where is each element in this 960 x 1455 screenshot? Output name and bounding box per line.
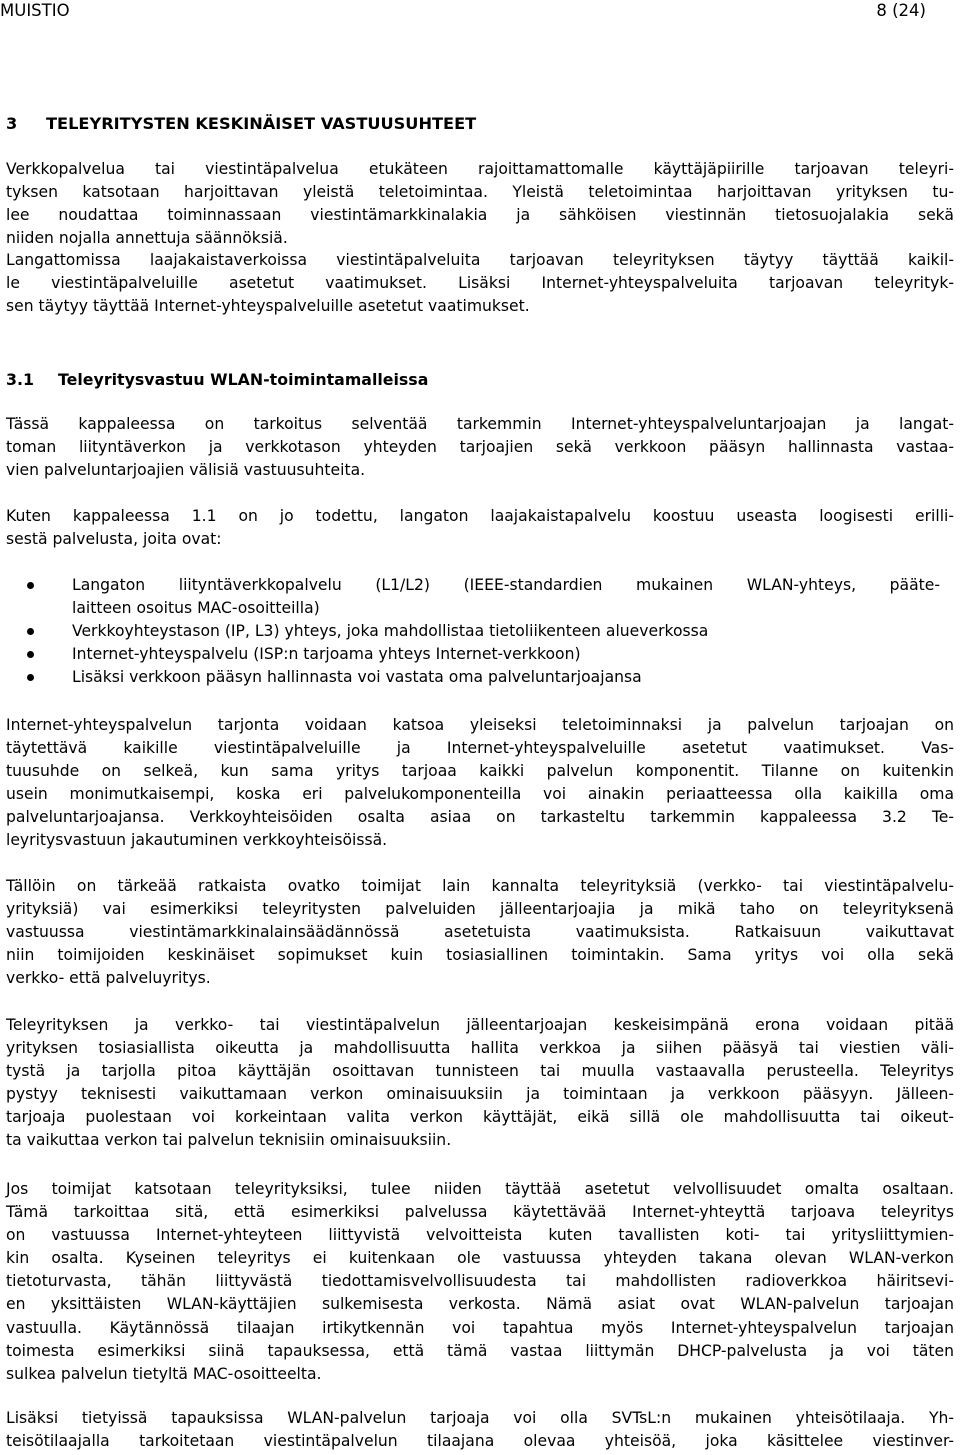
paragraph: [6, 505, 954, 551]
list-item: [6, 643, 954, 666]
section-heading: [6, 112, 954, 135]
paragraph: [6, 158, 954, 250]
text-line: palveluntarjoajansa. Verkkoyhteisöiden osalta asiaa on tarkasteltu tarkemmin kappaleessa 3.2 Te-: [6, 808, 954, 827]
text-line: teisötilaajalla tarkoitetaan viestintäpalvelun tilaajana olevaa yhteisöä, joka käsittelee viestinver-: [6, 1432, 954, 1451]
text-line: leyritysvastuun jakautuminen verkkoyhteisöissä.: [6, 831, 388, 850]
document-type: MUISTIO: [0, 1, 70, 20]
text-line: tarjoaja puolestaan voi korkeintaan valita verkon käyttäjät, eikä sillä ole mahdollisuutta tai oikeut-: [6, 1108, 954, 1127]
text-line: tyksen katsotaan harjoittavan yleistä teletoimintaa. Yleistä teletoimintaa harjoittavan yrityksen tu-: [6, 183, 954, 202]
text-line: toman liityntäverkon ja verkkotason yhteyden tarjoajien sekä verkkoon pääsyn hallinnasta vastaa-: [6, 438, 954, 457]
text-line: lee noudattaa toiminnassaan viestintämarkkinalakia ja sähköisen viestinnän tietosuojalakia sekä: [6, 206, 954, 225]
text-line: Lisäksi verkkoon pääsyn hallinnasta voi vastata oma palveluntarjoajansa: [72, 668, 642, 687]
text-line: vastuulla. Käytännössä tilaajan irtikytkennän voi tapahtua myös Internet-yhteyspalvelun tarjoajan: [6, 1318, 954, 1337]
page-header: [0, 0, 960, 22]
text-line: ta vaikuttaa verkon tai palvelun teknisiin ominaisuuksiin.: [6, 1131, 452, 1150]
text-line: kin osalta. Kyseinen teleyritys ei kuitenkaan ole vastuussa yhteyden takana olevan WLAN-verkon: [6, 1249, 954, 1268]
section-number: 3: [6, 114, 18, 133]
text-line: tystä ja tarjolla pitoa käyttäjän osoittavan tunnisteen tai muulla vastaavalla perusteella. Teleyritys: [6, 1062, 954, 1081]
bullet-icon: [27, 628, 34, 635]
text-line: Lisäksi tietyissä tapauksissa WLAN-palvelun tarjoaja voi olla SVTsL:n mukainen yhteisötilaaja. Yh-: [6, 1409, 954, 1427]
paragraph: [6, 1407, 954, 1453]
text-line: sen täytyy täyttää Internet-yhteyspalveluille asetetut vaatimukset.: [6, 297, 530, 316]
text-line: Internet-yhteyspalvelun tarjonta voidaan katsoa yleiseksi teletoiminnaksi ja palvelun tarjoajan on: [6, 716, 954, 734]
subsection-number: 3.1: [6, 370, 34, 389]
text-line: pystyy teknisesti vaikuttamaan verkon ominaisuuksiin ja toimintaan ja verkkoon pääsyyn. Jälleen-: [6, 1085, 954, 1104]
page-number: 8 (24): [876, 1, 926, 20]
paragraph: [6, 413, 954, 482]
list-item: [6, 574, 954, 620]
section-title: TELEYRITYSTEN KESKINÄISET VASTUUSUHTEET: [46, 114, 477, 133]
text-line: laitteen osoitus MAC-osoitteilla): [72, 599, 320, 618]
text-line: sulkea palvelun tietyltä MAC-osoitteelta.: [6, 1364, 322, 1383]
list-item: [6, 620, 954, 643]
text-line: täytettävä kaikille viestintäpalveluille ja Internet-yhteyspalveluille asetetut vaatimukset. Vas-: [6, 739, 954, 758]
text-line: toimesta esimerkiksi siinä tapauksessa, että tämä vastaa liittymän DHCP-palvelusta ja voi täten: [6, 1341, 954, 1360]
text-line: tuusuhde on selkeä, kun sama yritys tarjoaa kaikki palvelun komponentit. Tilanne on kuitenkin: [6, 762, 954, 781]
text-line: Verkkopalvelua tai viestintäpalvelua etukäteen rajoittamattomalle käyttäjäpiirille tarjoavan teleyri-: [6, 160, 954, 178]
list-item: [6, 666, 954, 689]
text-line: sestä palvelusta, joita ovat:: [6, 530, 222, 549]
text-line: Tällöin on tärkeää ratkaista ovatko toimijat lain kannalta teleyrityksiä (verkko- tai viestintäpalvelu-: [6, 877, 954, 895]
text-line: Tämä tarkoittaa sitä, että esimerkiksi palvelussa käytettävää Internet-yhteyttä tarjoava teleyritys: [6, 1203, 954, 1222]
text-line: Teleyrityksen ja verkko- tai viestintäpalvelun jälleentarjoajan keskeisimpänä erona voidaan pitää: [6, 1016, 954, 1034]
text-line: on vastuussa Internet-yhteyteen liittyvistä velvoitteista kuten tavallisten koti- tai yritysliittymien-: [6, 1226, 954, 1245]
text-line: Kuten kappaleessa 1.1 on jo todettu, langaton laajakaistapalvelu koostuu useasta loogisesti erilli-: [6, 507, 954, 525]
text-line: yrityksiä) vai esimerkiksi teleyritysten palveluiden jälleentarjoajia ja mikä taho on teleyrityksenä: [6, 900, 954, 919]
text-line: en yksittäisten WLAN-käyttäjien sulkemisesta verkosta. Nämä asiat ovat WLAN-palvelun tarjoajan: [6, 1295, 954, 1314]
text-line: Langattomissa laajakaistaverkoissa viestintäpalveluita tarjoavan teleyrityksen täytyy täyttää kaikil-: [6, 251, 954, 269]
paragraph: [6, 249, 954, 318]
text-line: verkko- että palveluyritys.: [6, 969, 211, 988]
text-line: vien palveluntarjoajien välisiä vastuusuhteita.: [6, 461, 366, 480]
text-line: yrityksen tosiasiallista oikeutta ja mahdollisuutta hallita verkkoa ja siihen pääsyä tai viestien väli-: [6, 1039, 954, 1058]
text-line: Verkkoyhteystason (IP, L3) yhteys, joka mahdollistaa tietoliikenteen alueverkossa: [72, 622, 709, 641]
text-line: vastuussa viestintämarkkinalainsäädännössä asetetuista vaatimuksista. Ratkaisuun vaikuttavat: [6, 923, 954, 942]
paragraph: [6, 1178, 954, 1386]
text-line: Langaton liityntäverkkopalvelu (L1/L2) (IEEE-standardien mukainen WLAN-yhteys, pääte-: [72, 576, 940, 594]
text-line: Internet-yhteyspalvelu (ISP:n tarjoama yhteys Internet-verkkoon): [72, 645, 581, 664]
text-line: niin toimijoiden keskinäiset sopimukset kuin tosiasiallinen toimintakin. Sama yritys voi olla sekä: [6, 946, 954, 965]
paragraph: [6, 1014, 954, 1153]
bullet-icon: [27, 651, 34, 658]
bullet-icon: [27, 582, 34, 589]
subsection-title: Teleyritysvastuu WLAN-toimintamalleissa: [58, 370, 429, 389]
bullet-list: [6, 574, 954, 689]
paragraph: [6, 875, 954, 990]
text-line: tietoturvasta, tähän liittyvästä tiedottamisvelvollisuudesta tai mahdollisten radioverkkoa häiritsevi-: [6, 1272, 954, 1291]
text-line: Tässä kappaleessa on tarkoitus selventää tarkemmin Internet-yhteyspalveluntarjoajan ja langat-: [6, 415, 954, 433]
bullet-icon: [27, 674, 34, 681]
text-line: Jos toimijat katsotaan teleyrityksiksi, tulee niiden täyttää asetetut velvollisuudet omalta osaltaan.: [6, 1180, 954, 1198]
subsection-heading: [6, 368, 954, 391]
paragraph: [6, 714, 954, 853]
text-line: le viestintäpalveluille asetetut vaatimukset. Lisäksi Internet-yhteyspalveluita tarjoavan teleyrityk-: [6, 274, 954, 293]
text-line: usein monimutkaisempi, koska eri palvelukomponenteilla voi ainakin periaatteessa olla kaikilla oma: [6, 785, 954, 804]
text-line: niiden nojalla annettuja säännöksiä.: [6, 229, 288, 248]
